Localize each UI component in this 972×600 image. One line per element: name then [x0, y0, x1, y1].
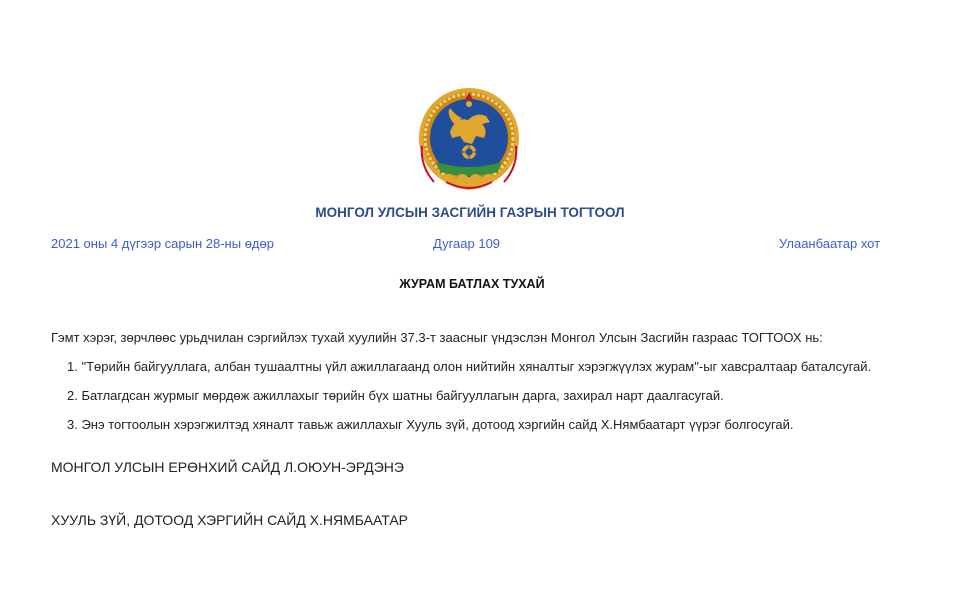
- document-place: Улаанбаатар хот: [779, 236, 881, 251]
- document-title: МОНГОЛ УЛСЫН ЗАСГИЙН ГАЗРЫН ТОГТООЛ: [315, 205, 625, 220]
- signature-justice-minister: ХУУЛЬ ЗҮЙ, ДОТООД ХЭРГИЙН САЙД Х.НЯМБААТАР: [51, 512, 409, 528]
- state-emblem-icon: [416, 86, 522, 204]
- resolution-item: 2. Батлагдсан журмыг мөрдөж ажиллахыг төрийн бүх шатны байгууллагын дарга, захирал нарт даалгасугай.: [67, 388, 724, 403]
- signature-prime-minister: МОНГОЛ УЛСЫН ЕРӨНХИЙ САЙД Л.ОЮУН-ЭРДЭНЭ: [51, 459, 404, 475]
- document-subject: ЖУРАМ БАТЛАХ ТУХАЙ: [399, 277, 545, 291]
- resolution-item: 3. Энэ тогтоолын хэрэгжилтэд хяналт тавьж ажиллахыг Хууль зүй, дотоод хэргийн сайд Х.Нямбаатарт үүрэг болгосугай.: [67, 417, 794, 432]
- document-number: Дугаар 109: [433, 236, 501, 251]
- preamble-text: Гэмт хэрэг, зөрчлөөс урьдчилан сэргийлэх тухай хуулийн 37.3-т заасныг үндэслэн Монгол Улсын Засгийн газраас ТОГТООХ нь:: [51, 330, 823, 345]
- document-date: 2021 оны 4 дүгээр сарын 28-ны өдөр: [51, 236, 274, 251]
- resolution-items: [67, 359, 871, 446]
- resolution-item: 1. "Төрийн байгууллага, албан тушаалтны үйл ажиллагаанд олон нийтийн хяналтыг хэрэгжүүлэх журам"-ыг хавсралтаар баталсугай.: [67, 359, 872, 374]
